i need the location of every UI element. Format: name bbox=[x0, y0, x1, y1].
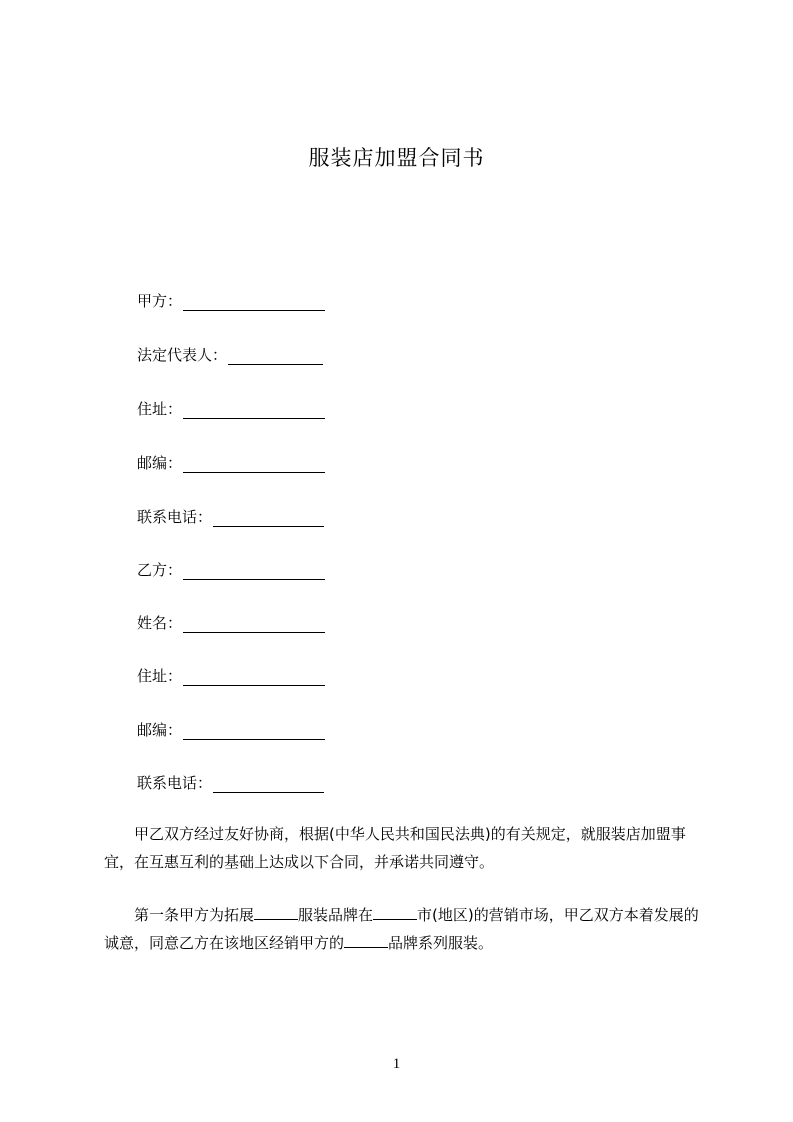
party-b-name-label: 姓名： bbox=[137, 614, 183, 632]
party-a-postcode-field bbox=[137, 453, 325, 473]
page-number: 1 bbox=[392, 1056, 401, 1072]
article-1-part3: 市(地区)的营销市场，甲乙双方本着发展的诚意，同意乙方在该地区经销甲方的 bbox=[104, 906, 699, 952]
party-b-postcode-label: 邮编： bbox=[137, 721, 183, 739]
legal-rep-field bbox=[137, 345, 323, 365]
party-b-field bbox=[137, 560, 325, 580]
party-b-address-label: 住址： bbox=[137, 667, 183, 685]
party-b-name-blank bbox=[183, 616, 325, 633]
party-a-label: 甲方： bbox=[137, 292, 183, 310]
series-blank bbox=[344, 932, 388, 948]
party-b-phone-label: 联系电话： bbox=[137, 774, 213, 792]
party-a-phone-field bbox=[137, 507, 324, 527]
party-b-address-blank bbox=[183, 669, 325, 686]
party-b-postcode-blank bbox=[183, 723, 325, 740]
legal-rep-blank bbox=[228, 348, 323, 365]
party-a-phone-label: 联系电话： bbox=[137, 508, 213, 526]
article-1-part1: 第一条甲方为拓展 bbox=[134, 906, 255, 924]
party-b-blank bbox=[183, 563, 325, 580]
city-blank bbox=[373, 904, 417, 920]
party-b-address-field bbox=[137, 666, 325, 686]
intro-paragraph bbox=[104, 820, 704, 876]
article-1-part4: 品牌系列服装。 bbox=[388, 934, 494, 952]
party-a-phone-blank bbox=[213, 510, 324, 527]
intro-text: 甲乙双方经过友好协商，根据(中华人民共和国民法典)的有关规定，就服装店加盟事宜，在互惠互利的基础上达成以下合同，并承诺共同遵守。 bbox=[104, 825, 686, 871]
party-b-postcode-field bbox=[137, 720, 325, 740]
article-1-text bbox=[104, 901, 704, 957]
party-a-field bbox=[137, 291, 325, 311]
article-1-paragraph bbox=[104, 901, 704, 957]
document-title: 服装店加盟合同书 bbox=[308, 146, 485, 170]
party-a-address-field bbox=[137, 399, 325, 419]
party-b-name-field bbox=[137, 613, 325, 633]
party-b-phone-field bbox=[137, 773, 324, 793]
party-a-blank bbox=[183, 294, 325, 311]
party-a-postcode-label: 邮编： bbox=[137, 454, 183, 472]
party-a-address-blank bbox=[183, 402, 325, 419]
article-1-part2: 服装品牌在 bbox=[298, 906, 374, 924]
party-a-postcode-blank bbox=[183, 456, 325, 473]
legal-rep-label: 法定代表人： bbox=[137, 346, 228, 364]
party-a-address-label: 住址： bbox=[137, 400, 183, 418]
party-b-phone-blank bbox=[213, 776, 324, 793]
party-b-label: 乙方： bbox=[137, 561, 183, 579]
brand-blank bbox=[254, 904, 298, 920]
